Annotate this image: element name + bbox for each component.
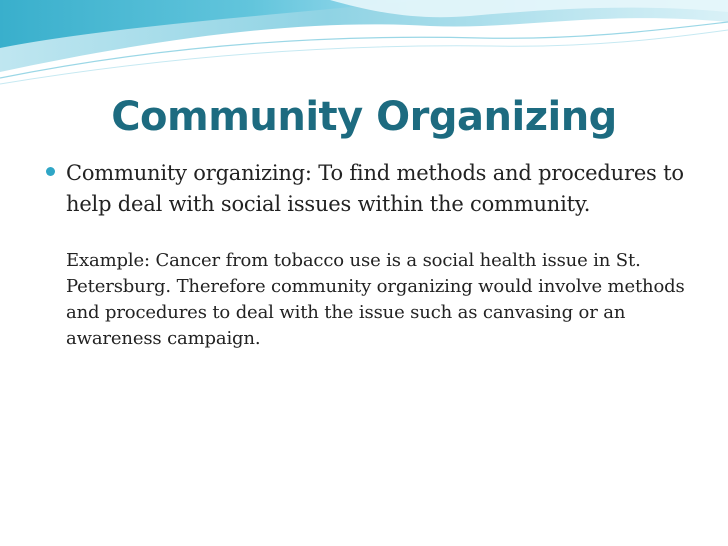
slide-title: Community Organizing [111,94,617,140]
bullet-item [46,158,696,220]
slide-body [46,158,696,352]
bullet-icon [46,167,55,176]
header-wave-decoration [0,0,728,90]
bullet-text: Community organizing: To find methods and procedures to help deal with social issues within the community. [66,161,684,216]
example-paragraph: Example: Cancer from tobacco use is a social health issue in St. Petersburg. Therefore community organizing would involve methods and procedures to deal with the issue such as canvasing or an awareness campaign. [66,250,685,349]
